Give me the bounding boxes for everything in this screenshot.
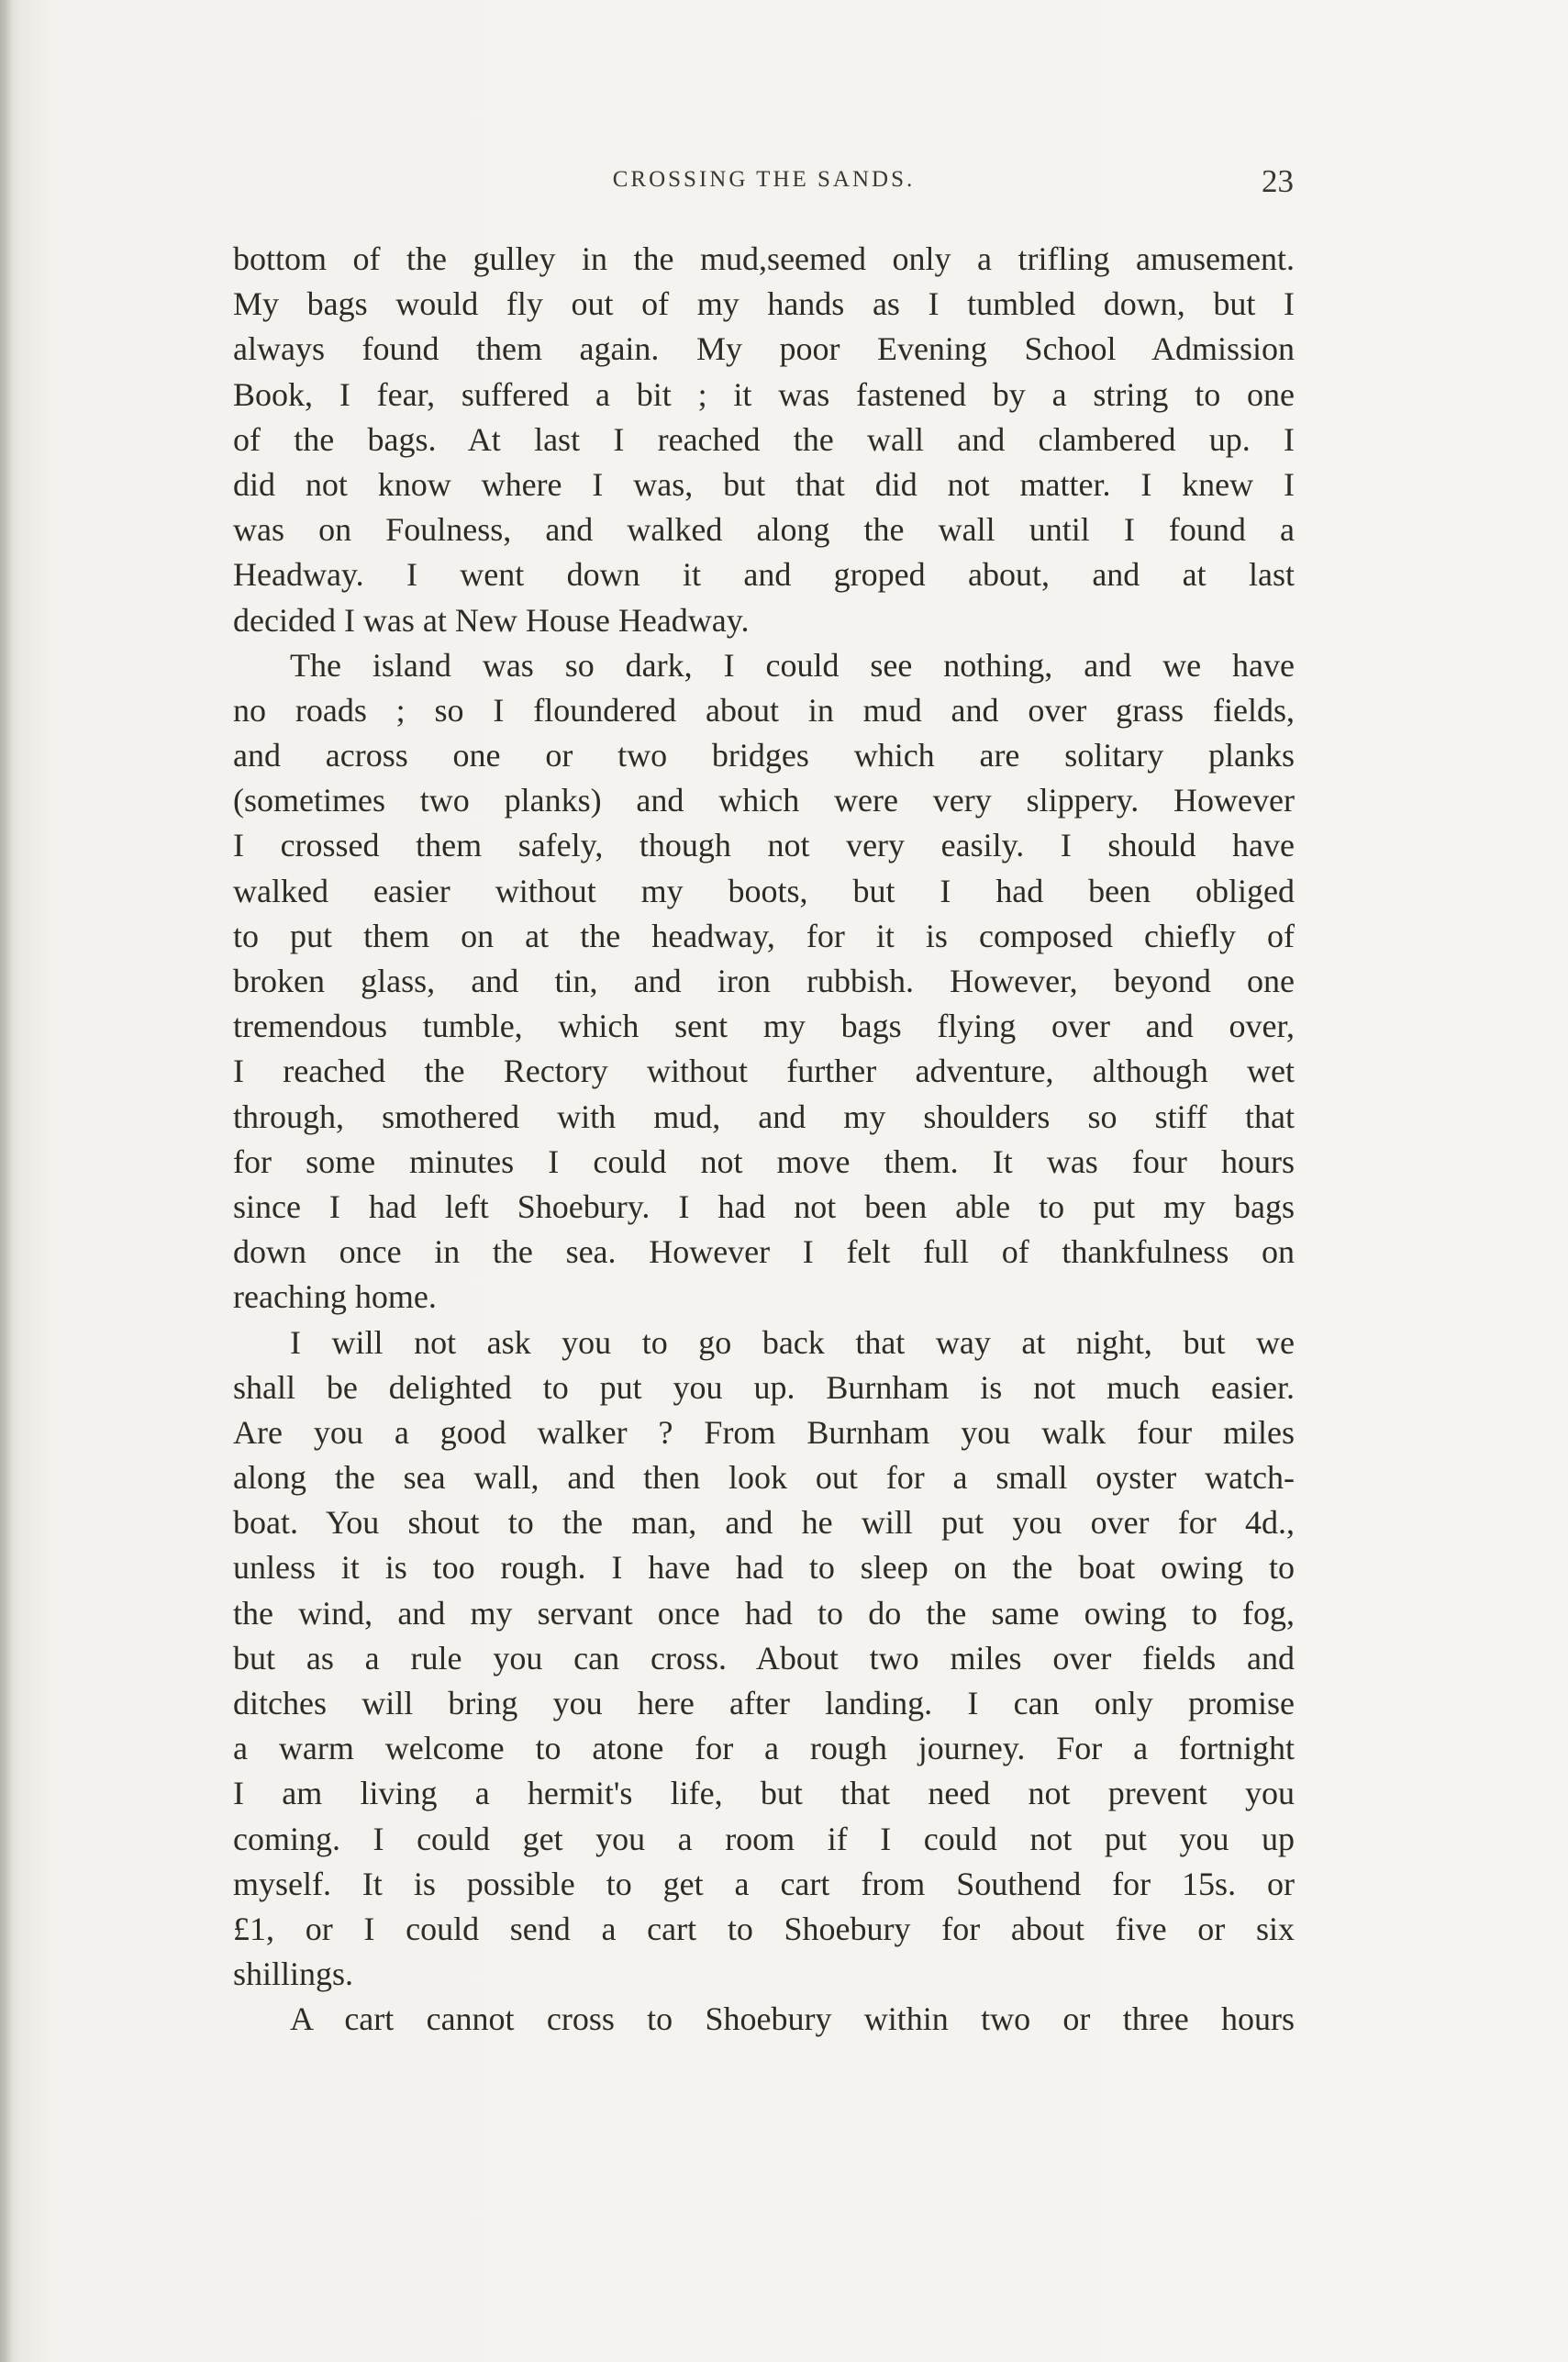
text-line: shall be delighted to put you up. Burnham is not much easier. [233,1368,1295,1406]
text-line: boat. You shout to the man, and he will put you over for 4d., [233,1504,1295,1542]
text-line: broken glass, and tin, and iron rubbish. However, beyond one [233,963,1295,999]
text-line: decided I was at New House Headway. [233,601,750,639]
text-line: to put them on at the headway, for it is composed chiefly of [233,917,1295,954]
text-line: the wind, and my servant once had to do the same owing to fog, [233,1594,1295,1632]
text-line: along the sea wall, and then look out for a small oyster watch- [233,1459,1295,1497]
text-line: A cart cannot cross to Shoebury within two or three hours [290,2000,1295,2038]
text-line: myself. It is possible to get a cart from Southend for 15s. or [233,1865,1295,1902]
text-line: I crossed them safely, though not very easily. I should have [233,827,1295,864]
text-line: coming. I could get you a room if I could not put you up [233,1820,1295,1857]
text-line: bottom of the gulley in the mud,seemed only a trifling amusement. [233,240,1295,277]
text-line: for some minutes I could not move them. It was four hours [233,1142,1295,1180]
text-line: Headway. I went down it and groped about, and at last [233,556,1295,594]
body-text [233,237,1295,2043]
text-line: and across one or two bridges which are solitary planks [233,737,1295,774]
text-line: ditches will bring you here after landing. I can only promise [233,1685,1295,1721]
text-line: walked easier without my boots, but I had been obliged [233,872,1295,909]
text-line: of the bags. At last I reached the wall and clambered up. I [233,420,1295,458]
text-line: always found them again. My poor Evening School Admission [233,330,1295,368]
text-line: tremendous tumble, which sent my bags flying over and over, [233,1008,1295,1045]
text-line: reaching home. [233,1278,437,1316]
text-line: but as a rule you can cross. About two miles over fields and [233,1639,1295,1677]
text-line: The island was so dark, I could see nothing, and we have [290,646,1295,684]
text-line: I will not ask you to go back that way at night, but we [290,1323,1295,1361]
text-line: unless it is too rough. I have had to sleep on the boat owing to [233,1549,1295,1587]
text-line: My bags would fly out of my hands as I tumbled down, but I [233,285,1295,323]
text-line: since I had left Shoebury. I had not been able to put my bags [233,1187,1295,1225]
running-head [234,163,1294,209]
text-line: did not know where I was, but that did not matter. I knew I [233,465,1295,503]
text-line: down once in the sea. However I felt full of thankfulness on [233,1233,1295,1271]
text-line: (sometimes two planks) and which were very slippery. However [233,782,1295,819]
text-line: was on Foulness, and walked along the wall until I found a [233,511,1295,549]
text-line: shillings. [233,1955,354,1993]
text-line: a warm welcome to atone for a rough journey. For a fortnight [233,1730,1295,1767]
text-line: no roads ; so I floundered about in mud and over grass fields, [233,691,1295,729]
text-line: I reached the Rectory without further adventure, although wet [233,1053,1295,1090]
spine-shadow [0,0,13,2362]
page-number: 23 [1262,163,1294,199]
text-line: Book, I fear, suffered a bit ; it was fastened by a string to one [233,375,1295,413]
text-line: I am living a hermit's life, but that need not prevent you [233,1775,1295,1812]
text-line: through, smothered with mud, and my shoulders so stiff that [233,1097,1295,1135]
running-title: CROSSING THE SANDS. [612,167,916,192]
text-line: Are you a good walker ? From Burnham you walk four miles [233,1413,1295,1451]
text-line: £1, or I could send a cart to Shoebury for about five or six [233,1910,1295,1947]
